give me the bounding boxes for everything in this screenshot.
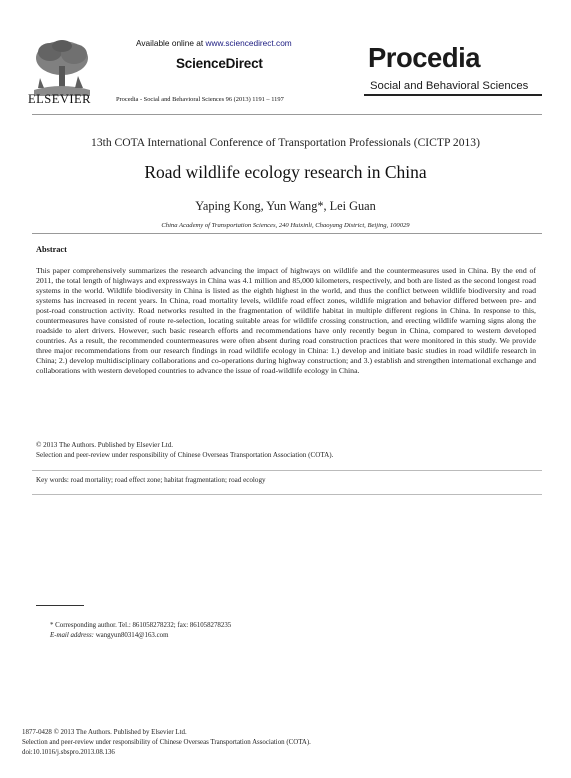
corresponding-author: * Corresponding author. Tel.: 861058278232; fax: 861058278235 [50, 622, 232, 629]
availability-prefix: Available online at [136, 38, 206, 48]
header-divider [32, 114, 542, 115]
sciencedirect-wordmark: ScienceDirect [176, 56, 263, 71]
footnote-rule [36, 605, 84, 606]
keywords-divider-top [32, 470, 542, 471]
procedia-rule [364, 94, 542, 96]
conference-name: 13th COTA International Conference of Transportation Professionals (CICTP 2013) [91, 136, 480, 149]
page-footer [22, 728, 552, 759]
availability-line [136, 38, 292, 48]
corresponding-footnote [50, 621, 530, 642]
procedia-title: Procedia [368, 42, 480, 73]
email-label: E-mail address: [50, 632, 94, 640]
footer-peer-review: Selection and peer-review under responsibility of Chinese Overseas Transportation Association (COTA). [22, 739, 311, 747]
copyright-line: © 2013 The Authors. Published by Elsevier Ltd. [36, 441, 174, 449]
sciencedirect-url[interactable]: www.sciencedirect.com [205, 38, 292, 48]
issn-line: 1877-0428 © 2013 The Authors. Published by Elsevier Ltd. [22, 729, 187, 736]
email-address[interactable]: wangyun80314@163.com [93, 632, 169, 640]
keywords-divider-bottom [32, 494, 542, 495]
affiliation-divider [32, 233, 542, 234]
email-line [50, 631, 530, 641]
procedia-logo [364, 40, 542, 102]
doi-line[interactable]: doi:10.1016/j.sbspro.2013.08.136 [22, 749, 115, 757]
page-header [26, 30, 546, 110]
author-affiliation: China Academy of Transportation Sciences, 240 Huixinli, Chaoyang District, Beijing, 100029 [161, 222, 410, 229]
abstract-heading: Abstract [36, 245, 67, 254]
paper-authors: Yaping Kong, Yun Wang*, Lei Guan [195, 199, 376, 213]
elsevier-wordmark: ELSEVIER [28, 92, 92, 106]
journal-citation: Procedia - Social and Behavioral Sciences 96 (2013) 1191 – 1197 [116, 96, 284, 103]
peer-review-line: Selection and peer-review under responsibility of Chinese Overseas Transportation Association (COTA). [36, 451, 334, 460]
paper-title: Road wildlife ecology research in China [144, 162, 427, 182]
keywords: Key words: road mortality; road effect zone; habitat fragmentation; road ecology [36, 476, 266, 484]
abstract-text: This paper comprehensively summarizes the research advancing the impact of highways on wildlife and the countermeasures used in China. By the end of 2011, the total length of highways and expressways in China was 4.1 million and 85,000 kilometers, respectively, and both are listed as the second longest road systems in the world. Wildlife biodiversity in China is listed as the eighth highest in the world, and thus the conflict between wildlife biodiversity and road systems has increased in recent years. In China, road mortality levels, wildlife road effect zones, wildlife migration and behavior differed between pre- and post-road construction activity. Road networks resulted in the fragmentation of wildlife habitat in multiple different regions in China. In response to this, countermeasures have consisted of route re-selection, locating suitable areas for wildlife crossing construction, and erecting wildlife warning signs along the roadside to alert drivers. However, such basic research efforts and recommendations have only recently begun in China, compared to western developed countries. As a result, the recommended countermeasures were often absent during road construction practices that were monitored in this study. We provide three major recommendations from our research findings in road wildlife ecology in China: 1.) develop and initiate basic studies in road wildlife research in China; 2.) develop multidisciplinary collaborations and co-operations during highway construction; and 3.) establish and strengthen international exchange and collaborations with western developed countries to advance the issue of road-wildlife ecology in China. [36, 266, 536, 376]
procedia-subtitle: Social and Behavioral Sciences [370, 80, 529, 92]
elsevier-tree-logo [26, 38, 96, 98]
copyright-notice [36, 440, 536, 461]
